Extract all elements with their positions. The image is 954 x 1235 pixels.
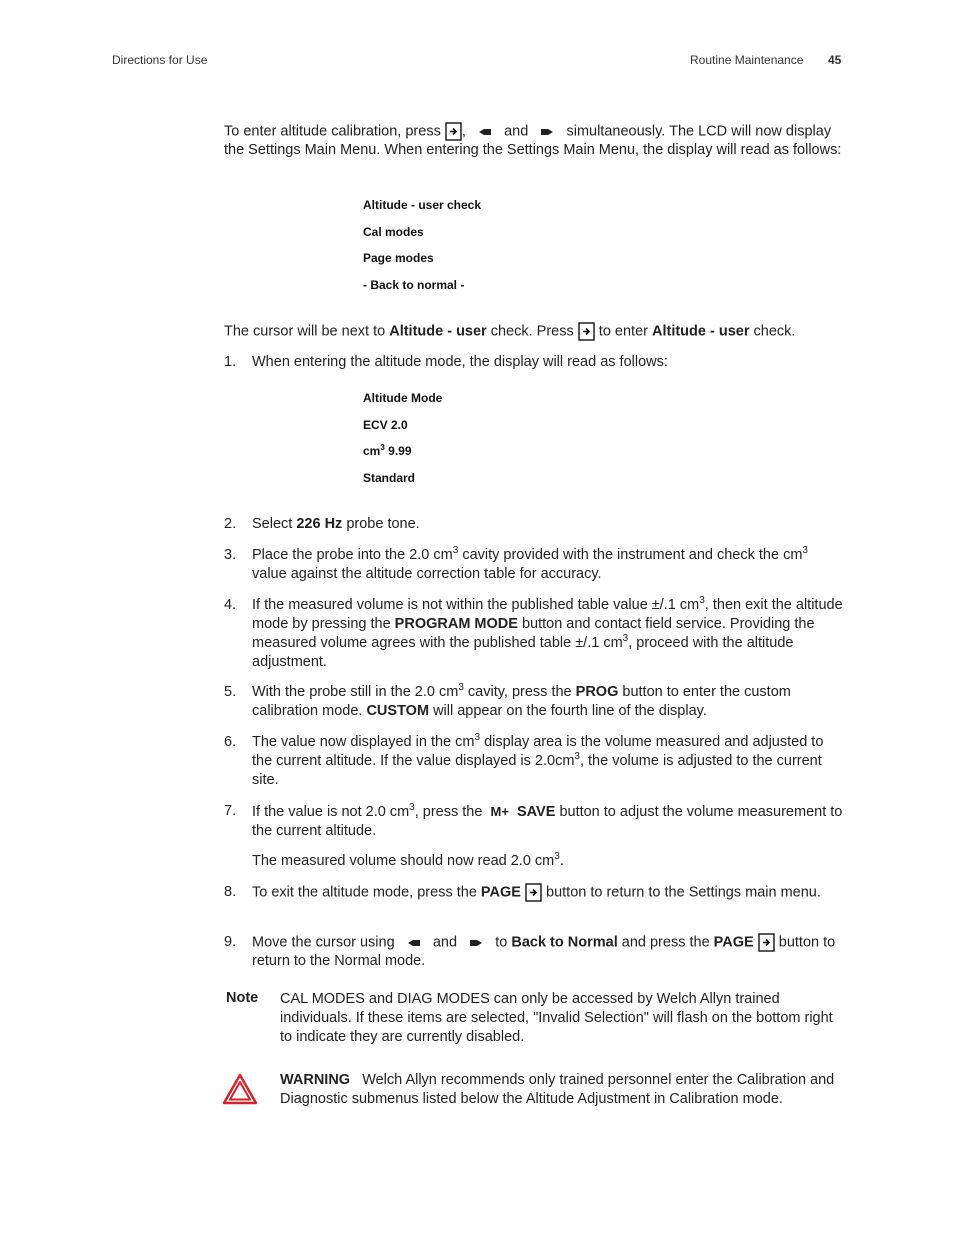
lcd-altitude-line-3: $cm^3$ 9.99 (363, 443, 412, 458)
left-arrow-button-icon (407, 939, 421, 947)
warning-triangle-icon (222, 1073, 258, 1105)
warning-text: WARNING Welch Allyn recommends only trained personnel enter the Calibration and Diagnostic submenus listed below the Altitude Adjustment in Calibration mode. (280, 1072, 835, 1107)
step-4-text: If the measured volume is not within the published table value ±/.1 $cm^3$, then exit the altitude mode by pressing the PROGRAM MODE button and contact field service. Providing the measured volume agrees with the published table ±/.1 $cm^3$, proceed with the altitude adjustment. (252, 595, 843, 670)
lcd-altitude-line-4: Standard (363, 471, 416, 485)
step-number: 2. (224, 516, 237, 532)
page-button-icon (578, 322, 595, 341)
intro-paragraph: To enter altitude calibration, press , and simultaneously. The LCD will now display the Settings Main Menu. When entering the Settings Main Menu, the display will read as follows: (224, 123, 842, 159)
step-7-text: If the value is not 2.0 $cm^3$, press the M+ SAVE button to adjust the volume measurement to the current altitude. (252, 802, 843, 839)
note-text: CAL MODES and DIAG MODES can only be accessed by Welch Allyn trained individuals. If these items are selected, "Invalid Selection" will flash on the bottom right to indicate they are currently disabled. (280, 991, 833, 1045)
lcd-menu-line-3: Page modes (363, 251, 434, 265)
lcd-menu-line-1: Altitude - user check (363, 198, 482, 212)
step-5-text: With the probe still in the 2.0 $cm^3$ cavity, press the PROG button to enter the custom calibration mode. CUSTOM will appear on the fourth line of the display. (252, 682, 791, 719)
right-arrow-button-icon (469, 939, 483, 947)
step-number: 4. (224, 597, 237, 613)
step-6-text: The value now displayed in the $cm^3$ display area is the volume measured and adjusted to the current altitude. If the value displayed is $2.0cm^3$, the volume is adjusted to the current site. (252, 732, 824, 788)
step-number: 6. (224, 734, 237, 750)
step-number: 7. (224, 803, 237, 819)
lcd-menu-line-4: - Back to normal - (363, 278, 465, 292)
step-3-text: Place the probe into the 2.0 $cm^3$ cavity provided with the instrument and check the $cm^3$ value against the altitude correction table for accuracy. (252, 545, 808, 582)
lcd-menu-line-2: Cal modes (363, 225, 424, 239)
step-1-text: When entering the altitude mode, the display will read as follows: (252, 354, 668, 370)
step-9-text: Move the cursor using and to Back to Normal and press the PAGE button to return to the Normal mode. (252, 934, 836, 970)
lcd-altitude-line-2: ECV 2.0 (363, 418, 408, 432)
step-8-text: To exit the altitude mode, press the PAGE button to return to the Settings main menu. (252, 884, 821, 901)
step-7-followup: The measured volume should now read 2.0 $cm^3$. (252, 851, 564, 869)
step-number: 5. (224, 684, 237, 700)
note-label: Note (226, 990, 259, 1006)
left-arrow-button-icon (478, 128, 492, 136)
step-number: 8. (224, 884, 237, 900)
page-number: 45 (828, 53, 842, 67)
lcd-altitude-line-1: Altitude Mode (363, 391, 443, 405)
right-arrow-button-icon (540, 128, 554, 136)
step-number: 1. (224, 354, 237, 370)
step-2-text: Select 226 Hz probe tone. (252, 516, 420, 532)
step-number: 9. (224, 934, 237, 950)
page-button-icon (525, 883, 542, 902)
header-doc-title: Directions for Use (112, 53, 208, 67)
m-plus-button-icon: M+ (490, 804, 509, 819)
page-button-icon (758, 933, 775, 952)
cursor-paragraph: The cursor will be next to Altitude - user check. Press to enter Altitude - user check. (224, 323, 796, 340)
page-button-icon (445, 122, 462, 141)
header-section: Routine Maintenance (690, 53, 804, 67)
step-number: 3. (224, 547, 237, 563)
